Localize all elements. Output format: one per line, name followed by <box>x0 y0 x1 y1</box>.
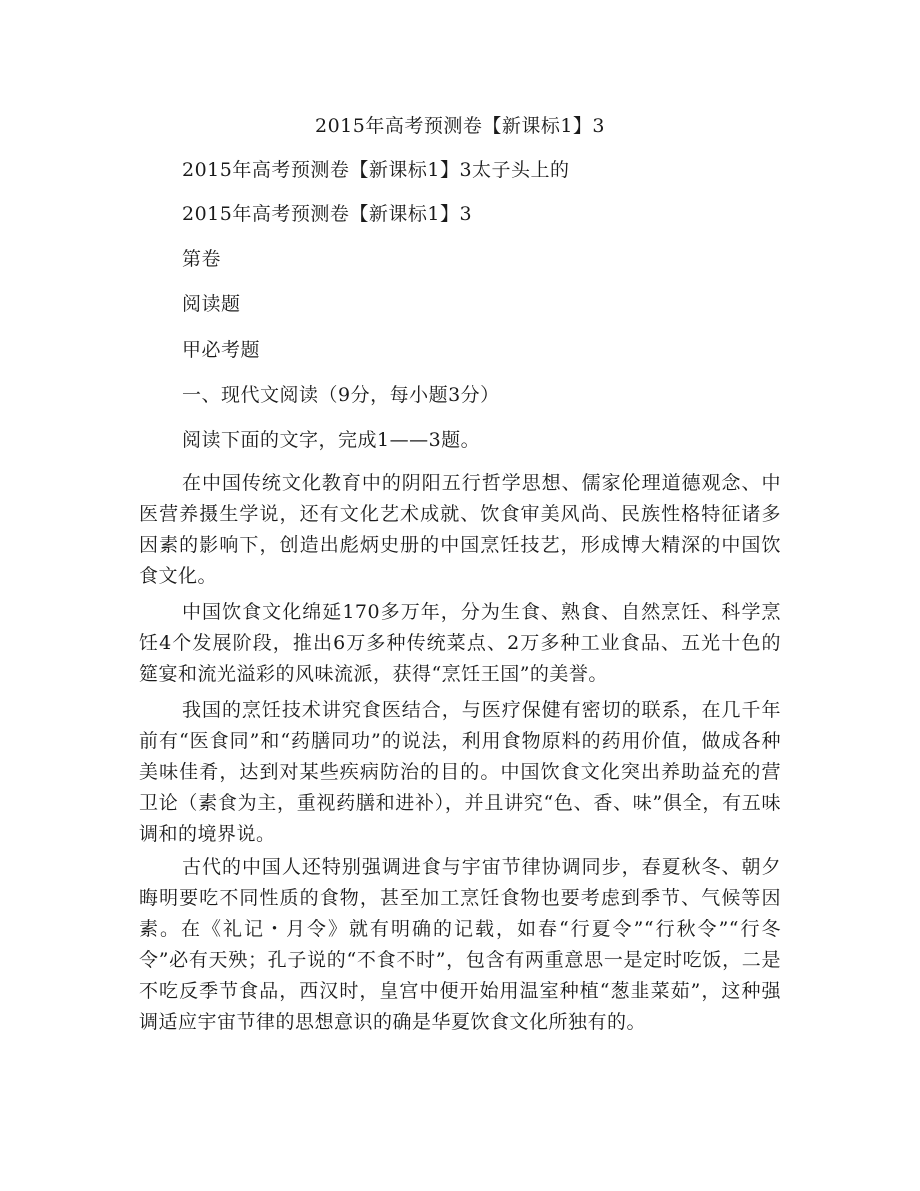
subtitle-line: 2015年高考预测卷【新课标1】3 <box>182 203 473 225</box>
section-heading: 甲必考题 <box>182 339 261 361</box>
section-heading: 第卷 <box>182 248 222 270</box>
document-title: 2015年高考预测卷【新课标1】3 <box>314 115 606 137</box>
body-paragraph: 在中国传统文化教育中的阴阳五行哲学思想、儒家伦理道德观念、中医营养摄生学说，还有文化艺术成就、饮食审美风尚、民族性格特征诸多因素的影响下，创造出彪炳史册的中国烹饪技艺，形成博大精深的中国饮食文化。 <box>139 472 781 587</box>
body-paragraph: 中国饮食文化绵延170多万年，分为生食、熟食、自然烹饪、科学烹饪4个发展阶段，推出6万多种传统菜点、2万多种工业食品、五光十色的筵宴和流光溢彩的风味流派，获得“烹饪王国”的美誉。 <box>139 601 781 685</box>
section-heading: 一、现代文阅读（9分，每小题3分） <box>182 384 500 406</box>
section-heading: 阅读题 <box>182 293 241 315</box>
instruction-line: 阅读下面的文字，完成1——3题。 <box>182 429 481 451</box>
body-paragraph: 我国的烹饪技术讲究食医结合，与医疗保健有密切的联系，在几千年前有“医食同”和“药膳同功”的说法，利用食物原料的药用价值，做成各种美味佳肴，达到对某些疾病防治的目的。中国饮食文化突出养助益充的营卫论（素食为主，重视药膳和进补），并且讲究“色、香、味”俱全，有五味调和的境界说。 <box>139 699 781 845</box>
subtitle-line: 2015年高考预测卷【新课标1】3太子头上的 <box>182 159 570 181</box>
body-paragraph: 古代的中国人还特别强调进食与宇宙节律协调同步，春夏秋冬、朝夕晦明要吃不同性质的食物，甚至加工烹饪食物也要考虑到季节、气候等因素。在《礼记・月令》就有明确的记载，如春“行夏令”“行秋令”“行冬令”必有天殃；孔子说的“不食不时”，包含有两重意思一是定时吃饭，二是不吃反季节食品，西汉时，皇宫中便开始用温室种植“葱韭菜茹”，这种强调适应宇宙节律的思想意识的确是华夏饮食文化所独有的。 <box>139 856 781 1033</box>
